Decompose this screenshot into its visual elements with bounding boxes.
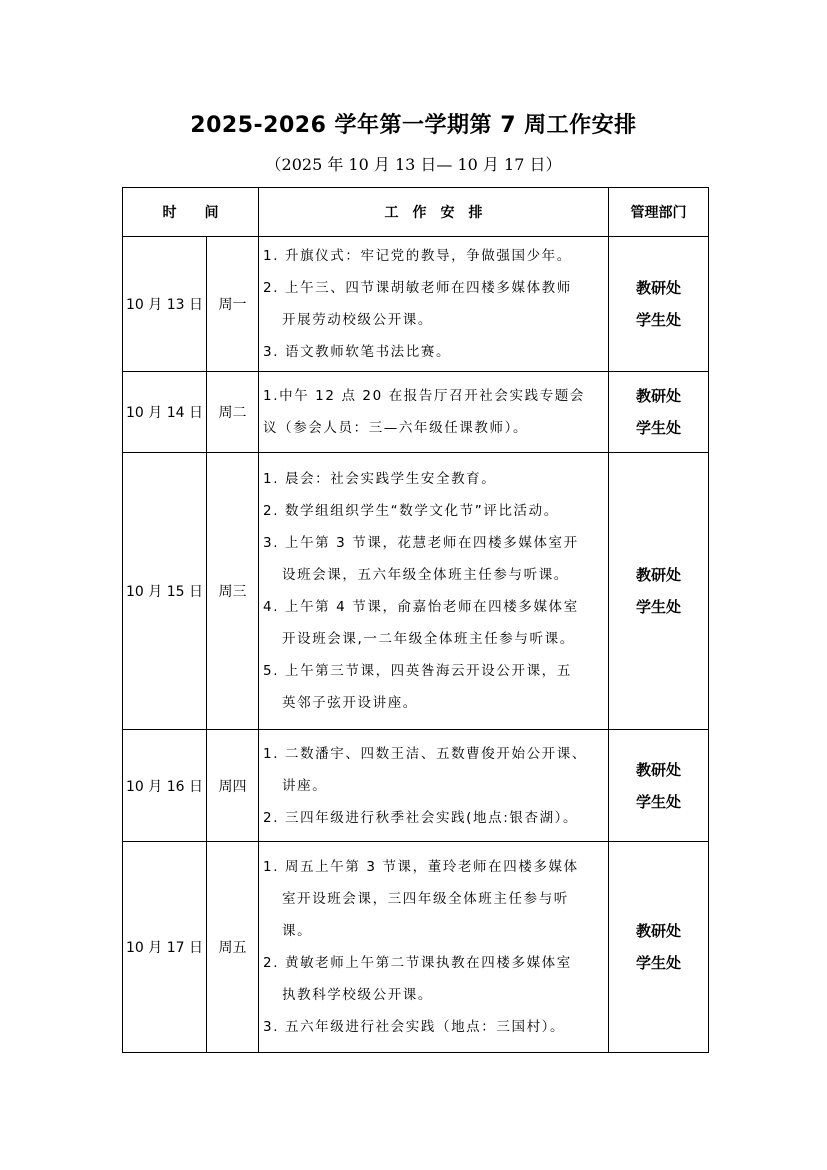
work-item-line: 开设班会课,一二年级全体班主任参与听课。 — [282, 631, 575, 647]
dept-name: 学生处 — [635, 311, 681, 329]
row-weekday: 周五 — [207, 842, 259, 1053]
work-item-line: 开展劳动校级公开课。 — [282, 312, 433, 328]
row-dept — [609, 372, 709, 453]
row-dept — [609, 842, 709, 1053]
dept-name: 教研处 — [635, 760, 681, 779]
header-time: 时 间 — [123, 188, 259, 237]
dept-name: 教研处 — [635, 922, 681, 940]
work-item-line: 2. 数学组组织学生“数学文化节”评比活动。 — [263, 503, 559, 519]
work-item-line: 室开设班会课，三四年级全体班主任参与听 — [282, 891, 569, 907]
table-row — [123, 842, 709, 1053]
work-item-line: 1. 周五上午第 3 节课，董玲老师在四楼多媒体 — [263, 859, 579, 875]
work-item-line: 3. 语文教师软笔书法比赛。 — [263, 344, 452, 360]
row-dept — [609, 453, 709, 730]
row-date: 10 月 15 日 — [123, 453, 207, 730]
work-item-line: 1. 晨会：社会实践学生安全教育。 — [263, 471, 497, 487]
work-item-line: 4. 上午第 4 节课，俞嘉怡老师在四楼多媒体室 — [263, 599, 579, 615]
header-dept: 管理部门 — [609, 188, 709, 237]
row-work-items — [259, 453, 609, 730]
row-work-items — [259, 842, 609, 1053]
work-item-line: 英邻子弦开设讲座。 — [282, 695, 418, 711]
dept-name: 学生处 — [635, 419, 681, 437]
work-item-line: 设班会课，五六年级全体班主任参与听课。 — [282, 567, 569, 583]
dept-name: 教研处 — [635, 387, 681, 405]
work-item-line: 1.中午 12 点 20 在报告厅召开社会实践专题会 — [263, 388, 586, 404]
row-work-items — [259, 730, 609, 842]
row-date: 10 月 14 日 — [123, 372, 207, 453]
row-weekday: 周四 — [207, 730, 259, 842]
row-date: 10 月 17 日 — [123, 842, 207, 1053]
header-work: 工 作 安 排 — [259, 188, 609, 237]
date-range-subtitle: （2025 年 10 月 13 日— 10 月 17 日） — [265, 155, 562, 174]
dept-name: 学生处 — [635, 792, 681, 811]
table-header-row — [123, 188, 709, 237]
work-item-line: 讲座。 — [282, 777, 328, 794]
row-dept — [609, 730, 709, 842]
row-date: 10 月 16 日 — [123, 730, 207, 842]
work-item-line: 1. 升旗仪式：牢记党的教导，争做强国少年。 — [263, 248, 572, 264]
table-row — [123, 453, 709, 730]
row-work-items — [259, 372, 609, 453]
schedule-table — [122, 187, 709, 1053]
row-weekday: 周一 — [207, 237, 259, 372]
table-row — [123, 237, 709, 372]
row-date: 10 月 13 日 — [123, 237, 207, 372]
work-item-line: 2. 三四年级进行秋季社会实践(地点:银杏湖）。 — [263, 809, 579, 826]
row-weekday: 周二 — [207, 372, 259, 453]
work-item-line: 1. 二数潘宇、四数王洁、五数曹俊开始公开课、 — [263, 745, 587, 762]
dept-name: 学生处 — [635, 954, 681, 972]
dept-name: 学生处 — [635, 598, 681, 616]
row-weekday: 周三 — [207, 453, 259, 730]
dept-name: 教研处 — [635, 566, 681, 584]
dept-name: 教研处 — [635, 279, 681, 297]
work-item-line: 议（参会人员：三—六年级任课教师）。 — [263, 420, 529, 436]
work-item-line: 课。 — [282, 923, 313, 939]
work-item-line: 3. 五六年级进行社会实践（地点：三国村）。 — [263, 1019, 566, 1035]
table-row — [123, 372, 709, 453]
row-work-items — [259, 237, 609, 372]
work-item-line: 执教科学校级公开课。 — [282, 987, 433, 1003]
row-dept — [609, 237, 709, 372]
document-title: 2025-2026 学年第一学期第 7 周工作安排 — [190, 113, 637, 138]
work-item-line: 2. 黄敏老师上午第二节课执教在四楼多媒体室 — [263, 955, 572, 971]
work-item-line: 5. 上午第三节课，四英昝海云开设公开课，五 — [263, 663, 572, 679]
work-item-line: 3. 上午第 3 节课，花慧老师在四楼多媒体室开 — [263, 535, 579, 551]
table-row — [123, 730, 709, 842]
work-item-line: 2. 上午三、四节课胡敏老师在四楼多媒体教师 — [263, 280, 572, 296]
